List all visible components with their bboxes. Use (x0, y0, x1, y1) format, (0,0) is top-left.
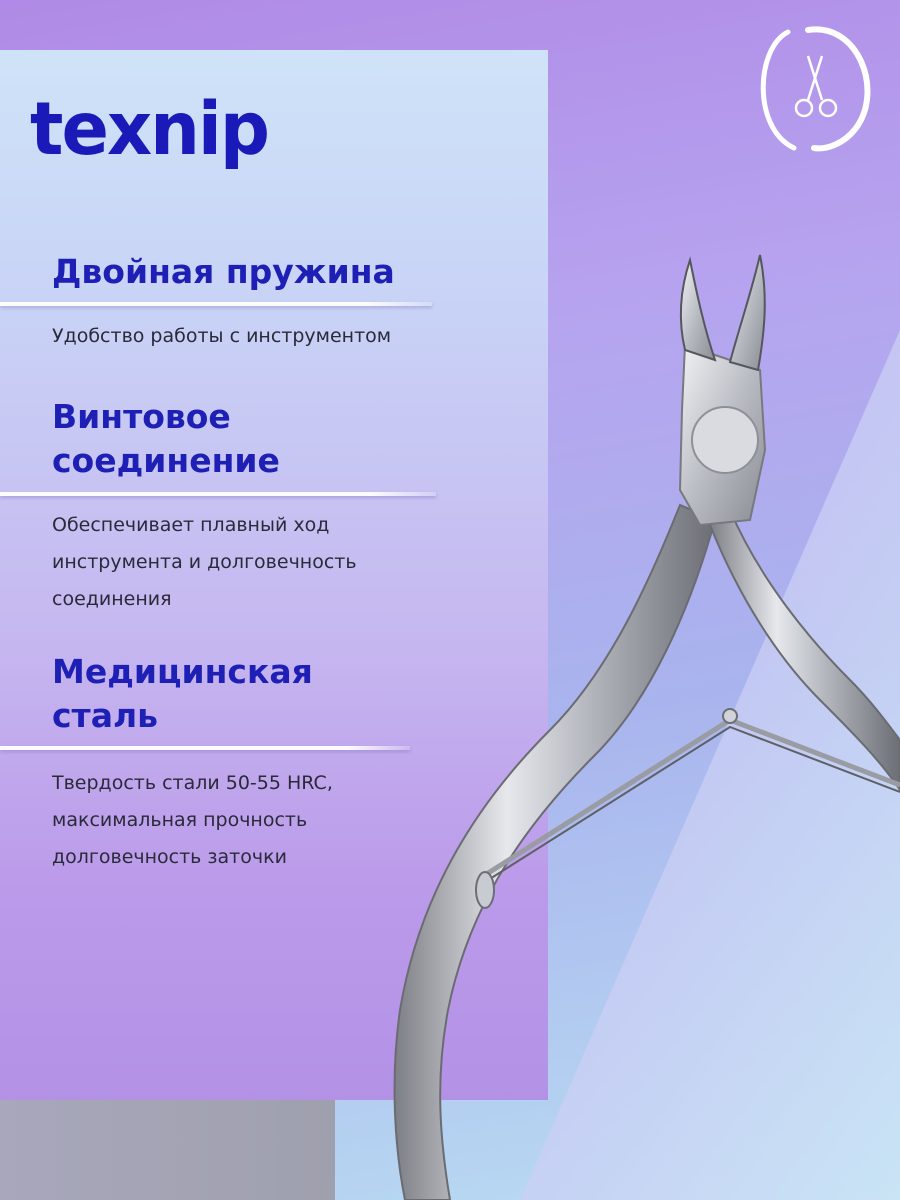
feature-3-title-line-1: Медицинская (52, 652, 313, 691)
feature-2-title-line-1: Винтовое (52, 397, 231, 436)
cuticle-nipper-icon (380, 250, 900, 1200)
feature-2-description-line-1: Обеспечивает плавный ход (52, 514, 330, 536)
feature-1-description (52, 318, 391, 355)
feature-3-title-line-2: сталь (52, 696, 158, 735)
feature-3-description-line-1: Твердость стали 50-55 HRC, (52, 772, 333, 794)
feature-1-divider (0, 302, 432, 306)
feature-1-description-line-1: Удобство работы с инструментом (52, 325, 392, 347)
feature-3-divider (0, 746, 410, 750)
brand-logo-text: texnip (30, 85, 269, 173)
feature-3-description-line-3: долговечность заточки (52, 846, 287, 868)
feature-2-description (52, 507, 357, 618)
panel-shadow (0, 1100, 335, 1200)
feature-1-title-line-1: Двойная пружина (52, 252, 395, 291)
feature-3-description (52, 765, 333, 876)
feature-2-description-line-3: соединения (52, 588, 172, 610)
feature-2-divider (0, 492, 436, 496)
feature-2-title-line-2: соединение (52, 441, 280, 480)
scissors-circle-icon (748, 20, 878, 155)
feature-3-description-line-2: максимальная прочность (52, 809, 308, 831)
feature-2-title (52, 395, 280, 483)
feature-2-description-line-2: инструмента и долговечность (52, 551, 357, 573)
feature-3-title (52, 650, 313, 738)
feature-1-title (52, 250, 395, 294)
